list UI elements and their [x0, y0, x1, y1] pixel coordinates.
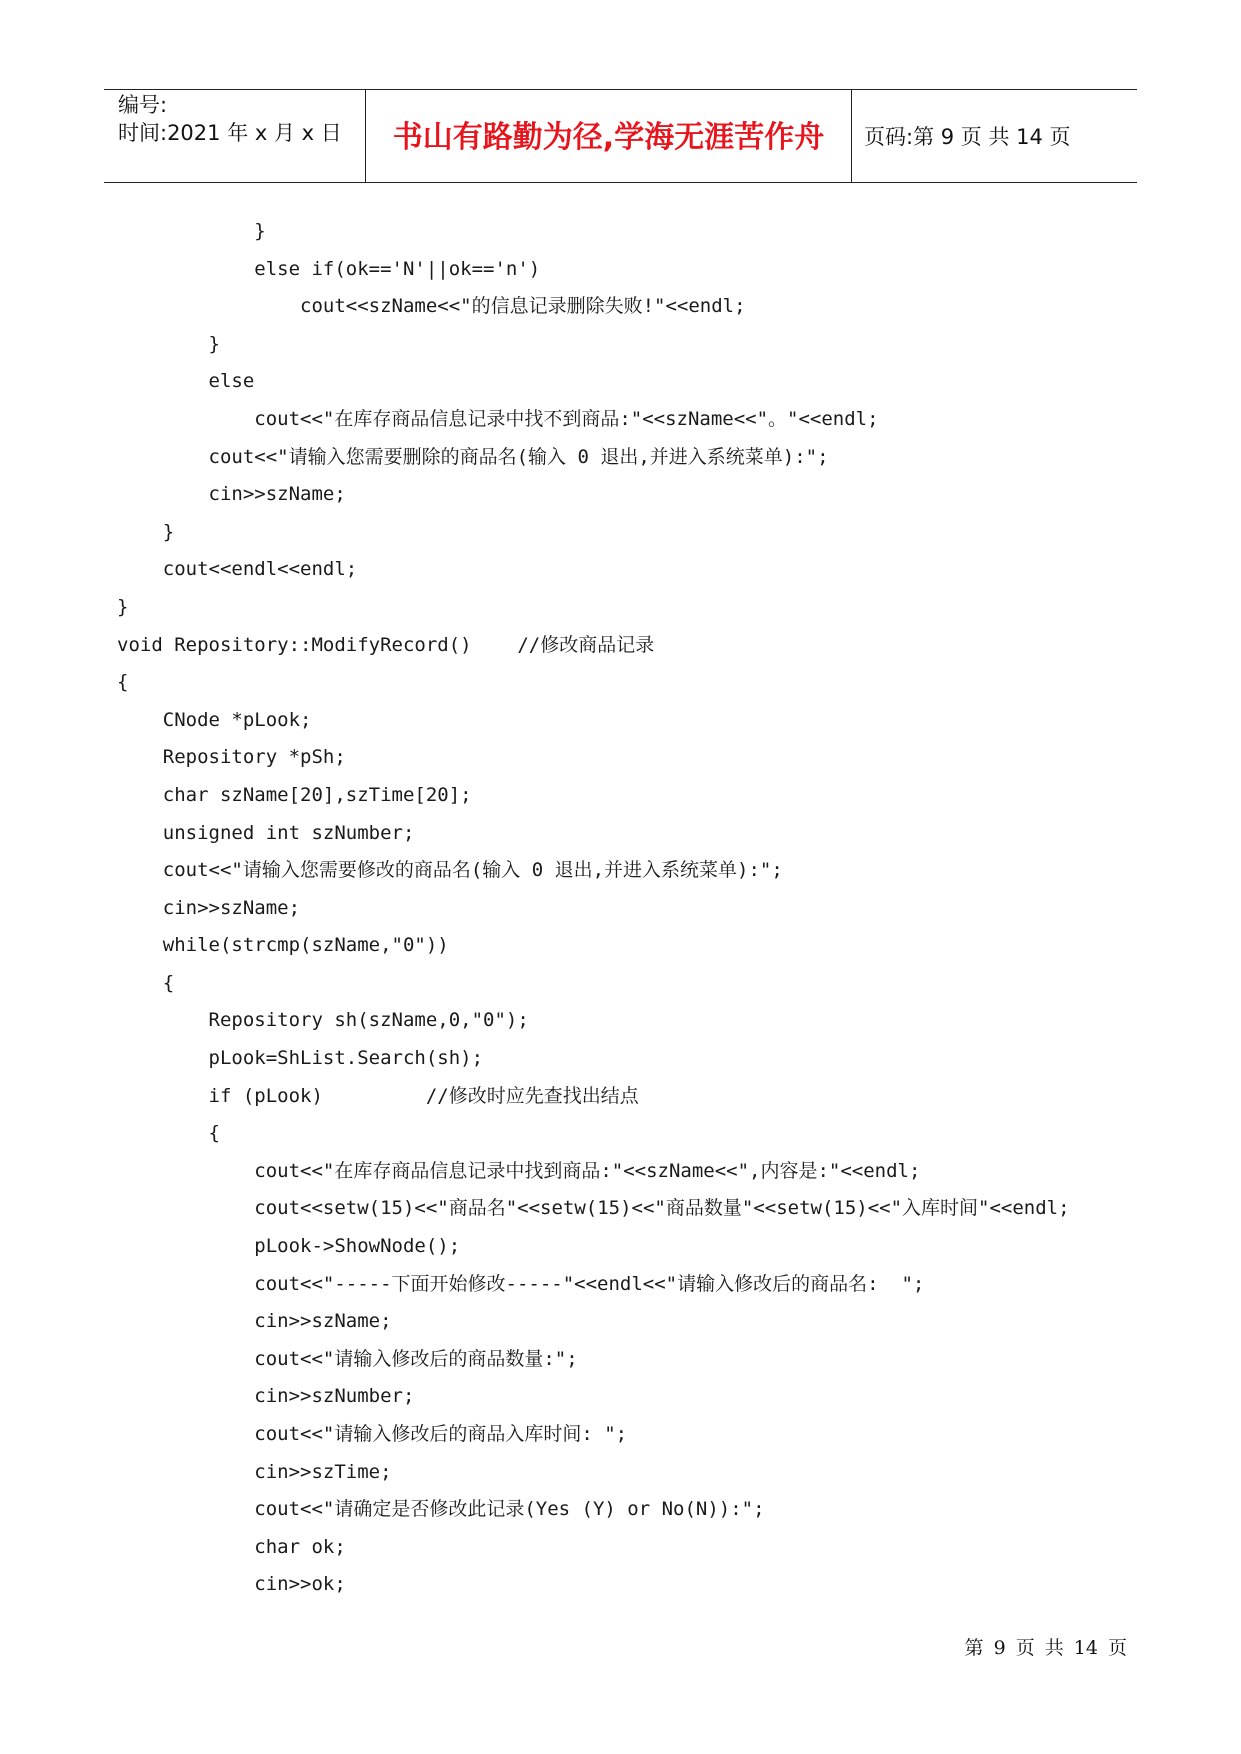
code-line: { — [117, 971, 175, 994]
code-line: cout<<"在库存商品信息记录中找到商品:"<<szName<<",内容是:"<<endl; — [117, 1159, 921, 1182]
code-line: cin>>szName; — [117, 1310, 392, 1333]
code-line: pLook->ShowNode(); — [117, 1235, 461, 1258]
code-line: cout<<endl<<endl; — [117, 558, 358, 581]
code-line: cout<<"请输入您需要删除的商品名(输入 0 退出,并进入系统菜单):"; — [117, 445, 829, 468]
code-line: { — [117, 671, 129, 694]
code-line: cin>>szName; — [117, 483, 346, 506]
code-line: cout<<"-----下面开始修改-----"<<endl<<"请输入修改后的商品名: "; — [117, 1272, 925, 1295]
header-motto-cell — [365, 90, 852, 182]
code-line: cout<<"请确定是否修改此记录(Yes (Y) or No(N)):"; — [117, 1498, 765, 1521]
code-line: } — [117, 332, 220, 355]
header-info-cell — [104, 90, 365, 182]
header-motto: 书山有路勤为径,学海无涯苦作舟 — [392, 120, 825, 155]
code-line: if (pLook) //修改时应先查找出结点 — [117, 1084, 639, 1107]
code-line: else if(ok=='N'||ok=='n') — [117, 257, 541, 280]
header-page-cell — [852, 90, 1137, 182]
document-number-label: 编号: — [118, 93, 168, 117]
code-line: cin>>szTime; — [117, 1460, 392, 1483]
page-footer-number: 第 9 页 共 14 页 — [964, 1637, 1127, 1659]
code-listing — [117, 216, 1070, 1607]
code-line: } — [117, 595, 129, 618]
code-line: char ok; — [117, 1535, 346, 1558]
code-line: void Repository::ModifyRecord() //修改商品记录 — [117, 633, 655, 656]
code-line: Repository *pSh; — [117, 746, 346, 769]
code-line: pLook=ShList.Search(sh); — [117, 1047, 484, 1070]
code-line: cin>>szNumber; — [117, 1385, 415, 1408]
page-header — [104, 89, 1137, 183]
document-time-label: 时间:2021 年 x 月 x 日 — [118, 121, 342, 145]
code-line: cout<<"在库存商品信息记录中找不到商品:"<<szName<<"。"<<endl; — [117, 407, 879, 430]
code-line: cout<<"请输入您需要修改的商品名(输入 0 退出,并进入系统菜单):"; — [117, 859, 783, 882]
code-line: cout<<szName<<"的信息记录删除失败!"<<endl; — [117, 295, 746, 318]
code-line: cout<<"请输入修改后的商品数量:"; — [117, 1347, 578, 1370]
code-line: { — [117, 1122, 220, 1145]
code-line: CNode *pLook; — [117, 708, 312, 731]
code-line: cin>>ok; — [117, 1573, 346, 1596]
code-line: } — [117, 220, 266, 242]
code-line: cout<<"请输入修改后的商品入库时间: "; — [117, 1423, 628, 1445]
code-line: unsigned int szNumber; — [117, 821, 415, 844]
code-line: } — [117, 520, 175, 543]
code-line: Repository sh(szName,0,"0"); — [117, 1009, 529, 1032]
code-line: else — [117, 370, 255, 393]
header-page-number: 页码:第 9 页 共 14 页 — [864, 125, 1071, 149]
code-line: while(strcmp(szName,"0")) — [117, 934, 449, 957]
code-line: char szName[20],szTime[20]; — [117, 783, 472, 806]
code-line: cin>>szName; — [117, 896, 301, 919]
code-line: cout<<setw(15)<<"商品名"<<setw(15)<<"商品数量"<<setw(15)<<"入库时间"<<endl; — [117, 1197, 1070, 1220]
